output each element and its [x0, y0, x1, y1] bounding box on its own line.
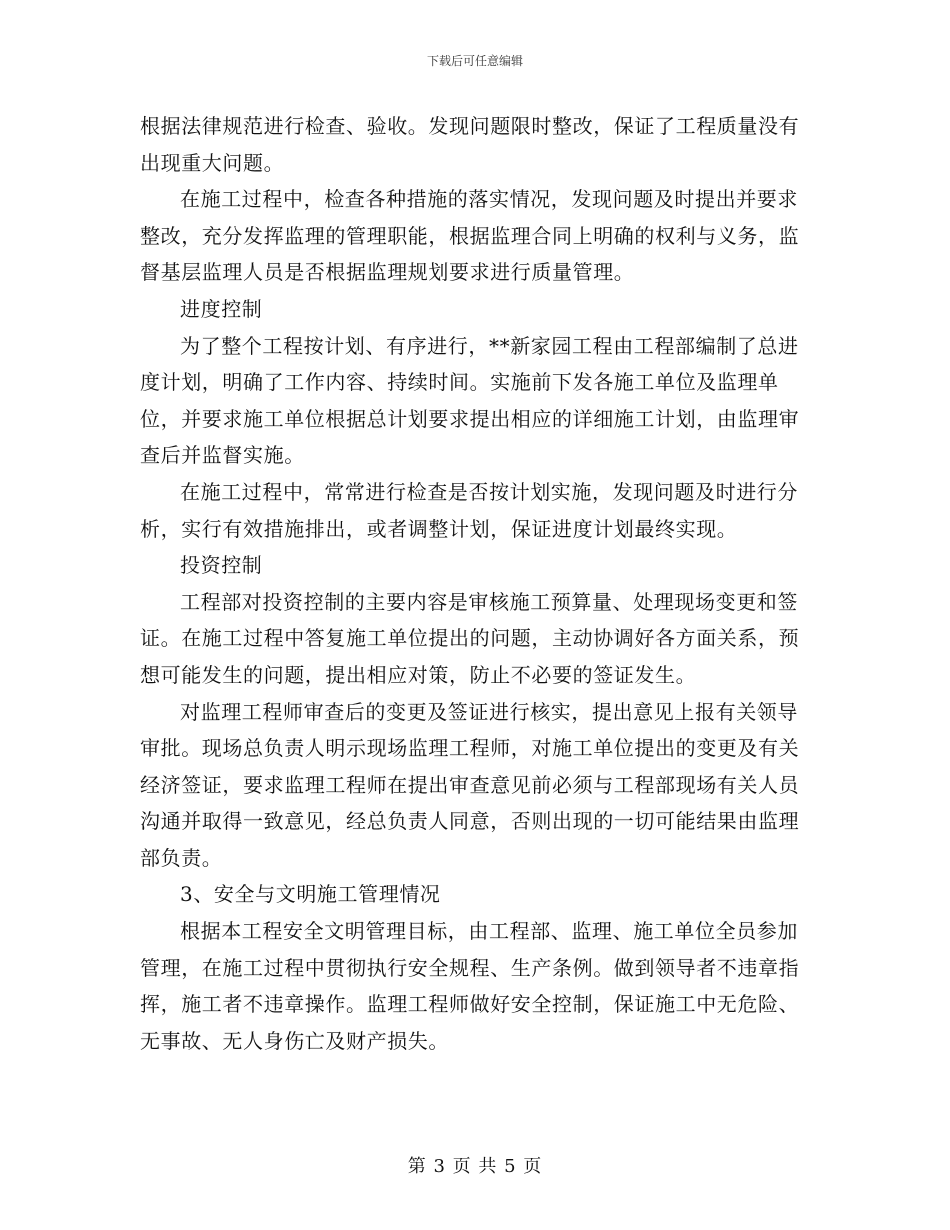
- section-heading-schedule-control: 进度控制: [180, 296, 263, 321]
- paragraph: 在施工过程中，检查各种措施的落实情况，发现问题及时提出并要求整改，充分发挥监理的管理职能，根据监理合同上明确的权利与义务，监督基层监理人员是否根据监理规划要求进行质量管理。: [140, 187, 800, 285]
- section-heading-safety-management: 3、安全与文明施工管理情况: [180, 882, 441, 907]
- paragraph: 工程部对投资控制的主要内容是审核施工预算量、处理现场变更和签证。在施工过程中答复施工单位提出的问题，主动协调好各方面关系，预想可能发生的问题，提出相应对策，防止不必要的签证发生。: [140, 589, 800, 687]
- paragraph: 在施工过程中，常常进行检查是否按计划实施，发现问题及时进行分析，实行有效措施排出，或者调整计划，保证进度计划最终实现。: [140, 479, 798, 541]
- paragraph-continuation: 根据法律规范进行检查、验收。发现问题限时整改，保证了工程质量没有出现重大问题。: [140, 114, 800, 175]
- paragraph: 根据本工程安全文明管理目标，由工程部、监理、施工单位全员参加管理，在施工过程中贯彻执行安全规程、生产条例。做到领导者不违章指挥，施工者不违章操作。监理工程师做好安全控制，保证施工中无危险、无事故、无人身伤亡及财产损失。: [140, 919, 800, 1053]
- paragraph: 为了整个工程按计划、有序进行，**新家园工程由工程部编制了总进度计划，明确了工作内容、持续时间。实施前下发各施工单位及监理单位，并要求施工单位根据总计划要求提出相应的详细施工计划，由监理审查后并监督实施。: [140, 333, 800, 468]
- document-body: [140, 108, 810, 1059]
- page-number-footer: 第 3 页 共 5 页: [407, 1156, 543, 1177]
- paragraph: 对监理工程师审查后的变更及签证进行核实，提出意见上报有关领导审批。现场总负责人明示现场监理工程师，对施工单位提出的变更及有关经济签证，要求监理工程师在提出审查意见前必须与工程部现场有关人员沟通并取得一致意见，经总负责人同意，否则出现的一切可能结果由监理部负责。: [140, 699, 800, 870]
- page-header: 下载后可任意编辑: [426, 54, 523, 68]
- section-heading-investment-control: 投资控制: [180, 553, 263, 578]
